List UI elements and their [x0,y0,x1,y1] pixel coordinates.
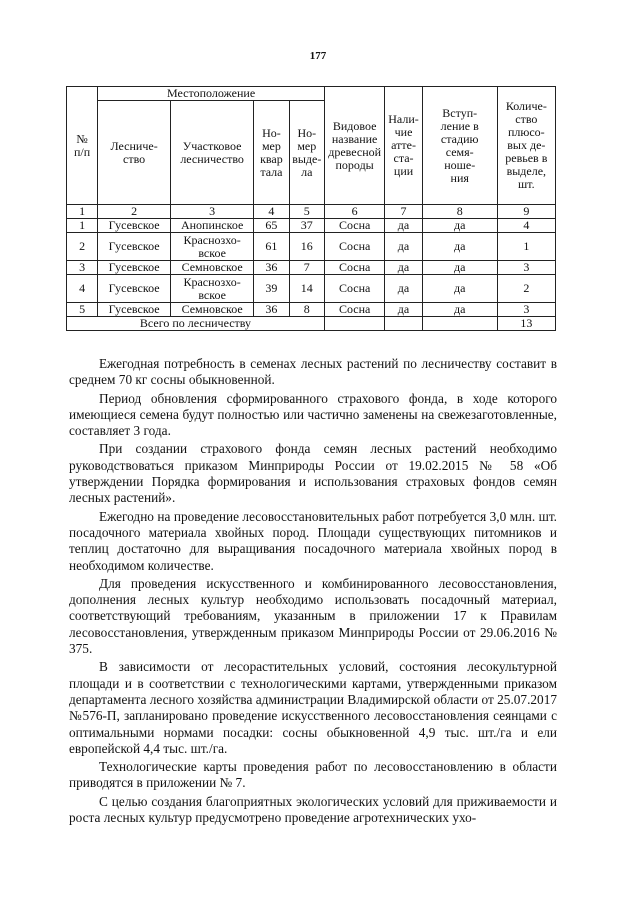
table-row [67,303,556,317]
column-number: 5 [289,205,324,219]
cell-forestry: Гусевское [98,261,171,275]
cell-forestry: Гусевское [98,303,171,317]
paragraph: Период обновления сформированного страхового фонда, в ходе которого имеющиеся семена будут полностью или частично заменены на свежезаготовленные, составляет 3 года. [69,390,557,439]
cell-num: 5 [67,303,98,317]
paragraph: С целью создания благоприятных экологических условий для приживаемости и роста лесных культур предусмотрено проведение агротехнических ухо- [69,793,557,826]
column-number: 4 [254,205,289,219]
cell-forestry: Гусевское [98,219,171,233]
column-number: 2 [98,205,171,219]
header-certification: Нали- чие атте- ста- ции [385,87,422,205]
column-number: 6 [324,205,384,219]
cell-plot: 16 [289,233,324,261]
cell-certification: да [385,233,422,261]
table-row [67,219,556,233]
paragraph: Ежегодная потребность в семенах лесных растений по лесничеству составит в среднем 70 кг сосны обыкновенной. [69,356,557,388]
cell-count: 4 [497,219,555,233]
column-number: 8 [422,205,497,219]
header-plot-number: Но- мер выде- ла [289,101,324,205]
cell-district: Краснозхо- вское [171,233,254,261]
cell-quarter: 61 [254,233,289,261]
table-row [67,233,556,261]
total-value: 13 [497,317,555,331]
total-empty-cell [385,317,422,331]
table-row [67,261,556,275]
paragraph: В зависимости от лесорастительных условий, состояния лесокультурной площади и в соответствии с технологическими картами, утвержденными приказом департамента лесного хозяйства администрации Владимирской области от 25.07.2017 №576-П, запланировано проведение искусственного лесовосстановления сеянцами с оптимальными нормами посадки: сосны обыкновенной 4,9 тыс. шт./га и ели европейской 4,4 тыс. шт./га. [69,659,557,756]
header-num: № п/п [67,87,98,205]
cell-certification: да [385,303,422,317]
cell-plot: 7 [289,261,324,275]
page-number: 177 [309,50,327,62]
header-plus-tree-count: Количе- ство плюсо- вых де- ревьев в выделе, шт. [497,87,555,205]
total-row [67,317,556,331]
cell-district: Анопинское [171,219,254,233]
cell-certification: да [385,219,422,233]
total-empty-cell [324,317,384,331]
cell-certification: да [385,261,422,275]
cell-forestry: Гусевское [98,233,171,261]
cell-seeding: да [422,219,497,233]
plus-trees-table [66,86,556,331]
total-label: Всего по лесничеству [67,317,325,331]
cell-certification: да [385,275,422,303]
cell-district: Семновское [171,303,254,317]
paragraph: Ежегодно на проведение лесовосстановительных работ потребуется 3,0 млн. шт. посадочного материала хвойных пород. Площади существующих питомников и теплиц достаточно для выращивания посадочного материала хвойных пород в необходимом количестве. [69,508,557,573]
header-district-forestry: Участковое лесничество [171,101,254,205]
header-species: Видовое название древесной породы [324,87,384,205]
cell-seeding: да [422,303,497,317]
cell-species: Сосна [324,261,384,275]
cell-seeding: да [422,233,497,261]
cell-count: 3 [497,303,555,317]
column-number-row [67,205,556,219]
cell-species: Сосна [324,303,384,317]
cell-plot: 8 [289,303,324,317]
paragraph: Для проведения искусственного и комбинированного лесовосстановления, дополнения лесных культур необходимо использовать посадочный материал, соответствующий требованиям, указанным в приложении 17 к Правилам лесовосстановления, утвержденным приказом Минприроды России от 29.06.2016 № 375. [69,575,557,657]
cell-plot: 14 [289,275,324,303]
header-location-group: Местоположение [98,87,325,101]
cell-num: 3 [67,261,98,275]
cell-quarter: 39 [254,275,289,303]
cell-count: 3 [497,261,555,275]
cell-quarter: 36 [254,303,289,317]
cell-count: 2 [497,275,555,303]
header-quarter-number: Но- мер квар тала [254,101,289,205]
table-row [67,275,556,303]
cell-species: Сосна [324,219,384,233]
header-forestry: Лесниче- ство [98,101,171,205]
total-empty-cell [422,317,497,331]
cell-district: Краснозхо- вское [171,275,254,303]
body-text [69,356,557,828]
cell-plot: 37 [289,219,324,233]
cell-count: 1 [497,233,555,261]
column-number: 9 [497,205,555,219]
cell-num: 2 [67,233,98,261]
cell-num: 4 [67,275,98,303]
cell-district: Семновское [171,261,254,275]
cell-seeding: да [422,261,497,275]
paragraph: При создании страхового фонда семян лесных растений необходимо руководствоваться приказом Минприроды России от 19.02.2015 № 58 «Об утверждении Порядка формирования и использования страховых фондов семян лесных растений». [69,441,557,506]
cell-forestry: Гусевское [98,275,171,303]
column-number: 7 [385,205,422,219]
cell-species: Сосна [324,275,384,303]
header-seeding-stage: Вступ- ление в стадию семя- ноше- ния [422,87,497,205]
column-number: 1 [67,205,98,219]
cell-num: 1 [67,219,98,233]
column-number: 3 [171,205,254,219]
cell-species: Сосна [324,233,384,261]
paragraph: Технологические карты проведения работ по лесовосстановлению в области приводятся в приложении № 7. [69,759,557,791]
cell-quarter: 65 [254,219,289,233]
cell-quarter: 36 [254,261,289,275]
cell-seeding: да [422,275,497,303]
